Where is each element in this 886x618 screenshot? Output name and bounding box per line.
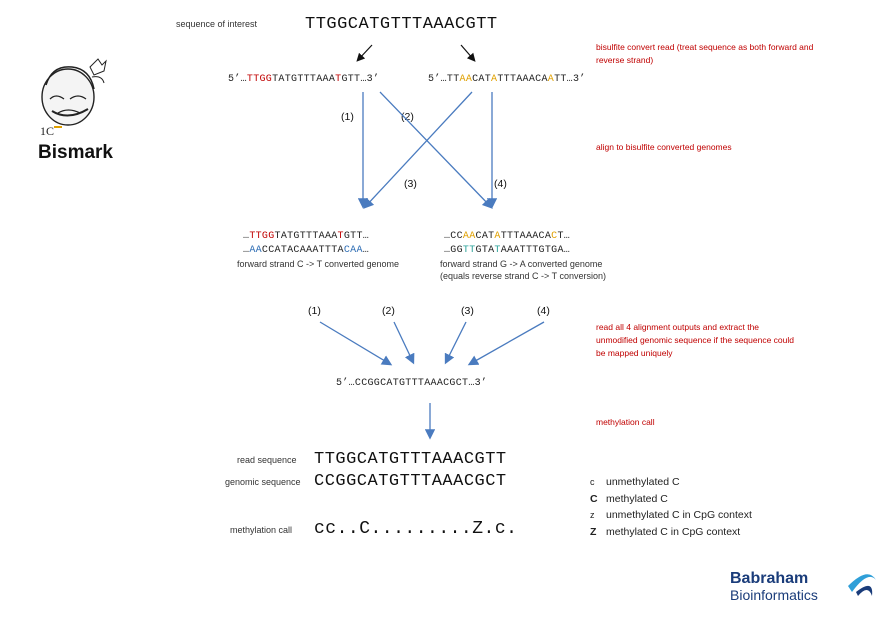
sequence-segment: … [243,231,250,242]
sequence-segment: CCATACAAATTTA [261,245,344,256]
sequence-segment: TTGG [246,74,273,85]
sequence-segment: TT…3’ [554,74,586,85]
sequence-segment: TTTAAACA [500,231,552,242]
sequence-segment: T… [557,231,571,242]
sequence-segment: TTGG [249,231,275,242]
genomic-sequence-label: genomic sequence [225,477,301,487]
sequence-of-interest-label: sequence of interest [176,19,258,29]
sequence-segment: AA [462,231,476,242]
sequence-segment: AA [459,74,473,85]
arrow-black-right [461,45,474,60]
sequence-of-interest: TTGGCATGTTTAAACGTT [305,15,498,34]
label-3-upper: (3) [404,178,417,190]
note-bisulfite: bisulfite convert read (treat sequence as both forward and reverse strand) [596,42,814,65]
arrow-black-left [358,45,372,60]
sequence-segment: A [491,74,498,85]
methylation-legend [590,474,752,540]
sequence-segment: T [494,245,501,256]
sequence-segment: T [337,231,344,242]
genome-right-caption-1: forward strand G -> A converted genome [440,259,603,269]
arrow-3-lower [446,322,466,362]
note-methylation: methylation call [596,417,655,427]
methylation-call-label: methylation call [230,525,293,535]
genome-left-caption: forward strand C -> T converted genome [237,259,399,269]
arrow-2-upper [380,92,491,207]
sequence-segment: AAATTTGTGA… [500,245,571,256]
note-read-all: read all 4 alignment outputs and extract the unmodified genomic sequence if the sequence could be mapped uniquely [596,322,794,358]
methylation-call-sequence: cc..C.........Z.c. [314,519,518,539]
arrow-2-lower [394,322,413,362]
sequence-segment: … [362,245,370,256]
label-3-lower: (3) [461,305,474,317]
sequence-segment: GTT [341,74,361,85]
brand-line2: Bioinformatics [730,587,818,603]
sequence-segment: T [335,74,342,85]
sequence-segment: A [547,74,555,85]
genomic-sequence-line: 5’…CCGGCATGTTTAAACGCT…3’ [336,378,488,389]
legend-item: z unmethylated C in CpG context [590,509,752,521]
sequence-segment: 5’… [228,74,247,85]
bismark-title: Bismark [38,142,113,163]
arrow-3-upper [365,92,472,207]
legend-item: c unmethylated C [590,476,680,488]
sequence-segment: GTA [475,245,495,256]
label-2-upper: (2) [401,111,414,123]
label-4-upper: (4) [494,178,507,190]
label-4-lower: (4) [537,305,550,317]
legend-item: Z methylated C in CpG context [590,525,741,538]
label-1-upper: (1) [341,111,354,123]
sequence-segment: TT [446,74,460,85]
brand-line1: Babraham [730,570,809,587]
label-2-lower: (2) [382,305,395,317]
read-sequence: TTGGCATGTTTAAACGTT [314,450,507,469]
sequence-segment: A [494,231,501,242]
note-align: align to bisulfite converted genomes [596,142,732,152]
sequence-segment: …CC [444,231,463,242]
sequence-segment: AA [249,245,262,256]
sequence-segment: CAA [343,245,363,256]
sequence-segment: C [551,231,558,242]
sequence-segment: TT [462,245,476,256]
svg-text:1C: 1C [40,124,55,138]
read-sequence-label: read sequence [237,455,297,465]
sequence-segment: …3’ [360,74,380,85]
arrow-1-lower [320,322,390,364]
label-1-lower: (1) [308,305,321,317]
legend-item: C methylated C [590,492,668,505]
arrow-4-lower [470,322,544,364]
sequence-segment: TATGTTTAAA [274,231,338,242]
sequence-segment: …GG [444,245,463,256]
sequence-segment: … [243,245,250,256]
sequence-segment: CAT [475,231,495,242]
genome-right-caption-2: (equals reverse strand C -> T conversion) [440,271,606,281]
sequence-segment: GTT… [343,231,370,242]
genomic-sequence: CCGGCATGTTTAAACGCT [314,472,507,491]
sequence-segment: 5’… [428,74,447,85]
sequence-segment: CAT [472,74,492,85]
sequence-segment: TATGTTTAAA [272,74,336,85]
sequence-segment: TTTAAACA [497,74,548,85]
